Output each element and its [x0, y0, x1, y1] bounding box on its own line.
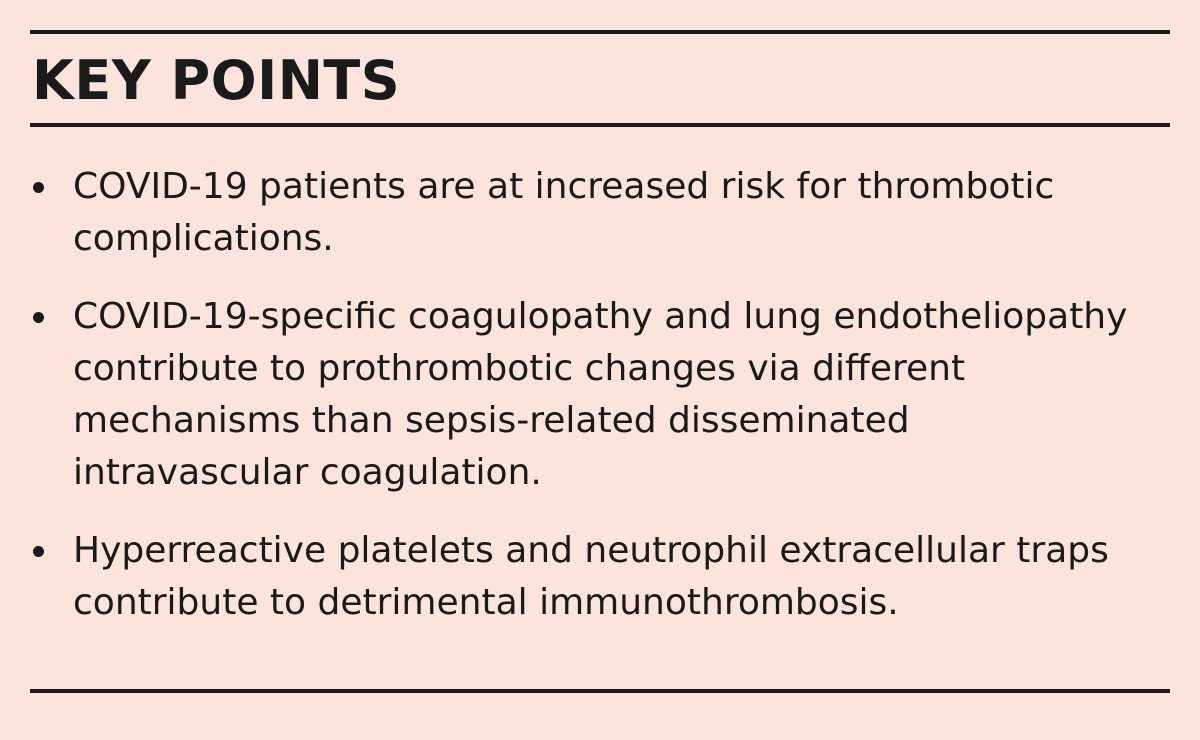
top-rule: [30, 30, 1170, 34]
bullet-icon: [33, 546, 44, 557]
key-point-text: COVID-19-specific coagulopathy and lung endotheliopathy contribute to prothrombotic changes via different mechanisms than sepsis-related disseminated intravascular coagulation.: [73, 296, 1128, 493]
key-points-heading: KEY POINTS: [32, 49, 401, 112]
heading-rule: [30, 123, 1170, 127]
key-points-list: [30, 161, 1150, 629]
key-point-text: COVID-19 patients are at increased risk for thrombotic complications.: [73, 166, 1055, 259]
bullet-icon: [33, 312, 44, 323]
key-point-2: [30, 291, 1150, 499]
bottom-rule: [30, 689, 1170, 693]
key-point-3: [30, 525, 1150, 629]
bullet-icon: [33, 182, 44, 193]
key-point-text: Hyperreactive platelets and neutrophil extracellular traps contribute to detrimental immunothrombosis.: [73, 530, 1109, 623]
key-point-1: [30, 161, 1150, 265]
